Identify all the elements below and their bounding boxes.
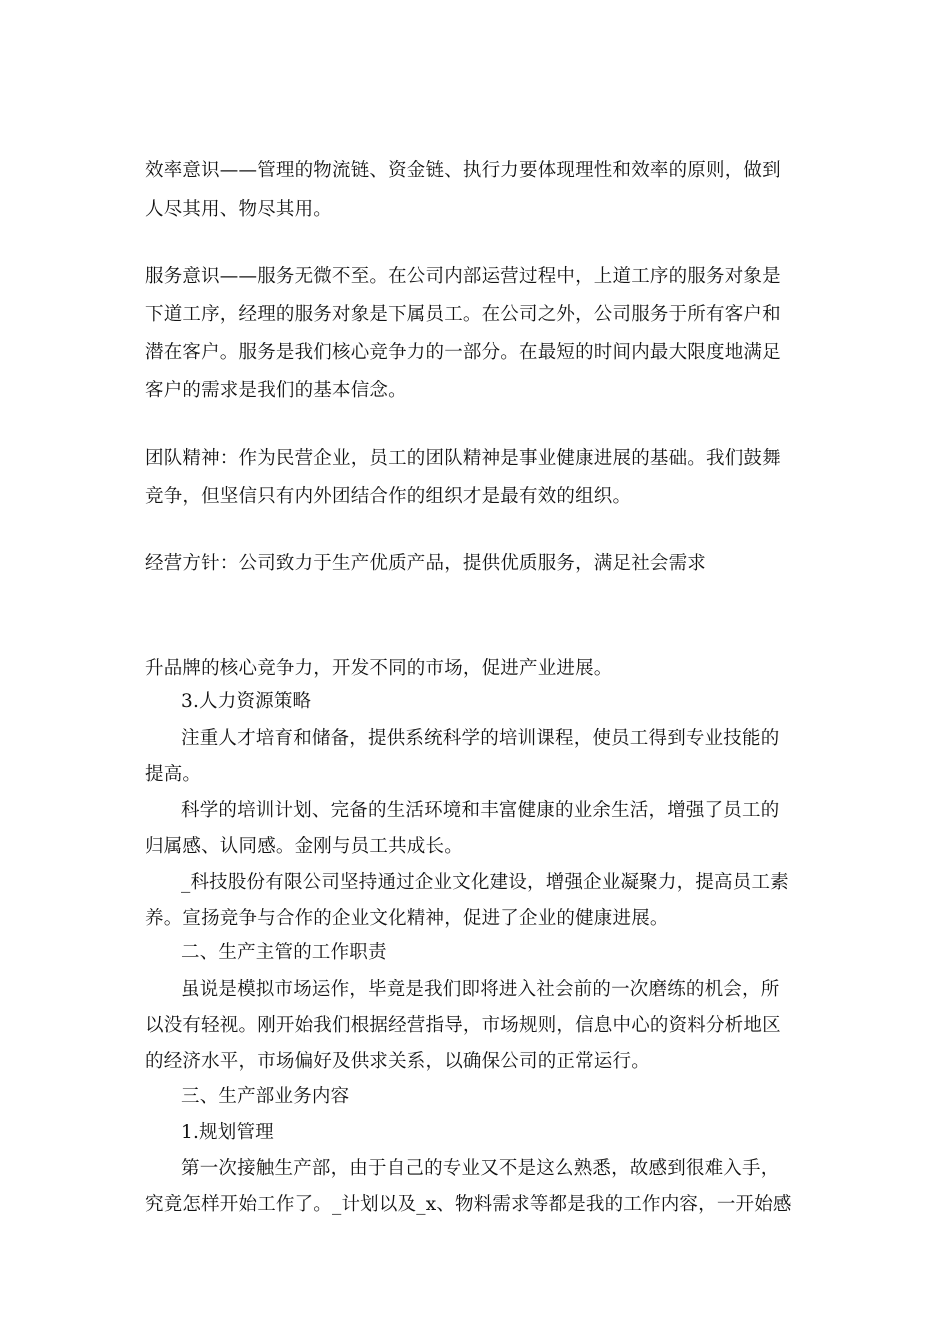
section2-heading: 二、生产主管的工作职责 — [181, 942, 387, 963]
team-line-1: 团队精神：作为民营企业，员工的团队精神是事业健康进展的基础。我们鼓舞 — [145, 448, 781, 469]
section2-body-line-3: 的经济水平，市场偏好及供求关系，以确保公司的正常运行。 — [145, 1051, 650, 1072]
service-line-2: 下道工序，经理的服务对象是下属员工。在公司之外，公司服务于所有客户和 — [145, 304, 781, 325]
policy-line-1: 经营方针：公司致力于生产优质产品，提供优质服务，满足社会需求 — [145, 553, 707, 574]
service-line-1: 服务意识——服务无微不至。在公司内部运营过程中，上道工序的服务对象是 — [145, 266, 781, 287]
hr-culture-line-2: 养。宣扬竞争与合作的企业文化精神，促进了企业的健康进展。 — [145, 908, 669, 929]
hr-training-line-1: 注重人才培育和储备，提供系统科学的培训课程，使员工得到专业技能的 — [181, 728, 780, 749]
planning-body-line-1: 第一次接触生产部，由于自己的专业又不是这么熟悉，故感到很难入手， — [181, 1158, 780, 1179]
brand-line-1: 升品牌的核心竞争力，开发不同的市场，促进产业进展。 — [145, 658, 613, 679]
planning-heading: 1.规划管理 — [181, 1122, 274, 1143]
hr-culture-line-1: _科技股份有限公司坚持通过企业文化建设，增强企业凝聚力，提高员工素 — [181, 872, 789, 893]
service-line-4: 客户的需求是我们的基本信念。 — [145, 380, 407, 401]
section3-heading: 三、生产部业务内容 — [181, 1086, 350, 1107]
planning-body-line-2: 究竟怎样开始工作了。_计划以及_x、物料需求等都是我的工作内容，一开始感 — [145, 1194, 792, 1215]
section2-body-line-2: 以没有轻视。刚开始我们根据经营指导，市场规则，信息中心的资料分析地区 — [145, 1015, 781, 1036]
section2-body-line-1: 虽说是模拟市场运作，毕竟是我们即将进入社会前的一次磨练的机会，所 — [181, 979, 780, 1000]
service-line-3: 潜在客户。服务是我们核心竞争力的一部分。在最短的时间内最大限度地满足 — [145, 342, 781, 363]
hr-environment-line-1: 科学的培训计划、完备的生活环境和丰富健康的业余生活，增强了员工的 — [181, 800, 780, 821]
hr-heading: 3.人力资源策略 — [181, 691, 312, 712]
efficiency-line-1: 效率意识——管理的物流链、资金链、执行力要体现理性和效率的原则，做到 — [145, 160, 781, 181]
hr-environment-line-2: 归属感、认同感。金刚与员工共成长。 — [145, 836, 463, 857]
team-line-2: 竞争，但坚信只有内外团结合作的组织才是最有效的组织。 — [145, 486, 632, 507]
efficiency-line-2: 人尽其用、物尽其用。 — [145, 199, 333, 220]
hr-training-line-2: 提高。 — [145, 764, 202, 785]
